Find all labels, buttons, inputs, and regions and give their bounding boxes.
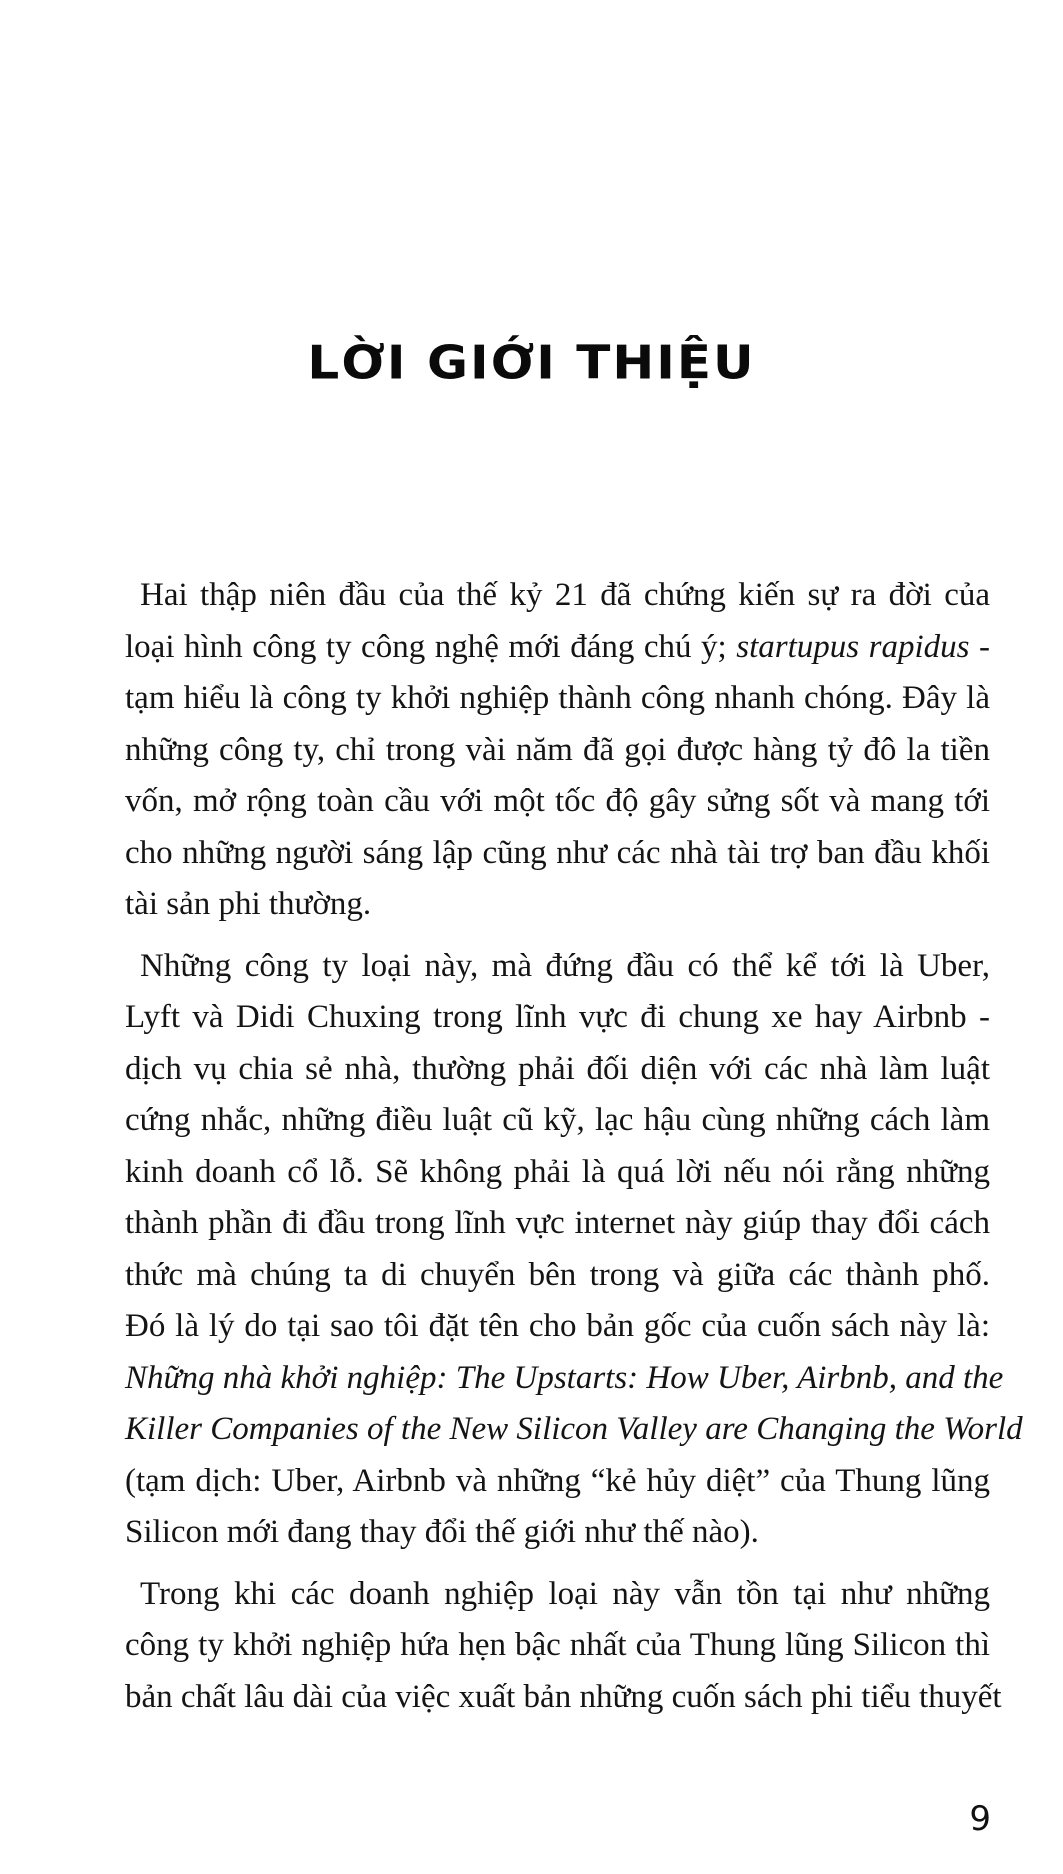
- text-line: [125, 1301, 990, 1353]
- text-line: [125, 1620, 990, 1672]
- text-line: [125, 879, 990, 931]
- text-line: [125, 941, 990, 993]
- text-segment: vốn, mở rộng toàn cầu với một tốc độ gây sửng sốt và mang tới: [125, 783, 990, 819]
- text-line: [125, 828, 990, 880]
- italic-text: startupus rapidus: [736, 628, 970, 665]
- text-segment: Những công ty loại này, mà đứng đầu có thể kể tới là Uber,: [140, 947, 990, 984]
- text-segment: Trong khi các doanh nghiệp loại này vẫn tồn tại như những: [140, 1575, 990, 1612]
- text-line: [125, 1404, 1023, 1456]
- text-segment: dịch vụ chia sẻ nhà, thường phải đối diện với các nhà làm luật: [125, 1050, 990, 1087]
- text-segment: (tạm dịch: Uber, Airbnb và những “kẻ hủy diệt” của Thung lũng: [125, 1462, 990, 1499]
- chapter-title: LỜI GIỚI THIỆU: [307, 336, 756, 390]
- text-line: [125, 992, 990, 1044]
- text-line: [125, 622, 990, 674]
- text-line: [125, 1044, 990, 1096]
- text-segment: những công ty, chỉ trong vài năm đã gọi được hàng tỷ đô la tiền: [125, 731, 990, 768]
- text-line: [125, 1672, 1002, 1724]
- body-text: [125, 570, 1023, 1733]
- italic-text: Killer Companies of the New Silicon Valley are Changing the World: [125, 1411, 1023, 1447]
- text-segment: loại hình công ty công nghệ mới đáng chú ý;: [125, 628, 737, 665]
- text-segment: Silicon mới đang thay đổi thế giới như thế nào).: [125, 1514, 759, 1550]
- italic-text: Những nhà khởi nghiệp: The Upstarts: How Uber, Airbnb, and the: [125, 1359, 1004, 1396]
- paragraph: [125, 1569, 1002, 1724]
- text-segment: cứng nhắc, những điều luật cũ kỹ, lạc hậu cùng những cách làm: [125, 1102, 990, 1138]
- text-segment: thức mà chúng ta di chuyển bên trong và giữa các thành phố.: [125, 1256, 990, 1293]
- text-segment: kinh doanh cổ lỗ. Sẽ không phải là quá lời nếu nói rằng những: [125, 1153, 990, 1190]
- text-segment: thành phần đi đầu trong lĩnh vực internet này giúp thay đổi cách: [125, 1205, 990, 1241]
- text-line: [125, 725, 990, 777]
- text-segment: Đó là lý do tại sao tôi đặt tên cho bản gốc của cuốn sách này là:: [125, 1308, 990, 1344]
- text-line: [125, 1198, 990, 1250]
- text-line: [125, 1456, 990, 1508]
- text-line: [125, 776, 990, 828]
- paragraph: [125, 570, 990, 931]
- text-segment: tạm hiểu là công ty khởi nghiệp thành công nhanh chóng. Đây là: [125, 680, 990, 716]
- text-line: [125, 1250, 990, 1302]
- text-line: [125, 1507, 990, 1559]
- page-number: 9: [969, 1799, 991, 1839]
- text-segment: công ty khởi nghiệp hứa hẹn bậc nhất của Thung lũng Silicon thì: [125, 1627, 990, 1663]
- paragraph: [125, 941, 1023, 1559]
- text-line: [125, 673, 990, 725]
- text-line: [125, 1569, 990, 1621]
- text-line: [125, 1353, 1004, 1405]
- text-segment: bản chất lâu dài của việc xuất bản những cuốn sách phi tiểu thuyết: [125, 1678, 1002, 1715]
- text-segment: tài sản phi thường.: [125, 886, 372, 922]
- text-segment: Hai thập niên đầu của thế kỷ 21 đã chứng kiến sự ra đời của: [140, 577, 990, 613]
- text-segment: -: [969, 628, 990, 665]
- text-line: [125, 570, 990, 622]
- text-segment: cho những người sáng lập cũng như các nhà tài trợ ban đầu khối: [125, 834, 990, 871]
- text-segment: Lyft và Didi Chuxing trong lĩnh vực đi chung xe hay Airbnb -: [125, 999, 990, 1035]
- text-line: [125, 1147, 990, 1199]
- text-line: [125, 1095, 990, 1147]
